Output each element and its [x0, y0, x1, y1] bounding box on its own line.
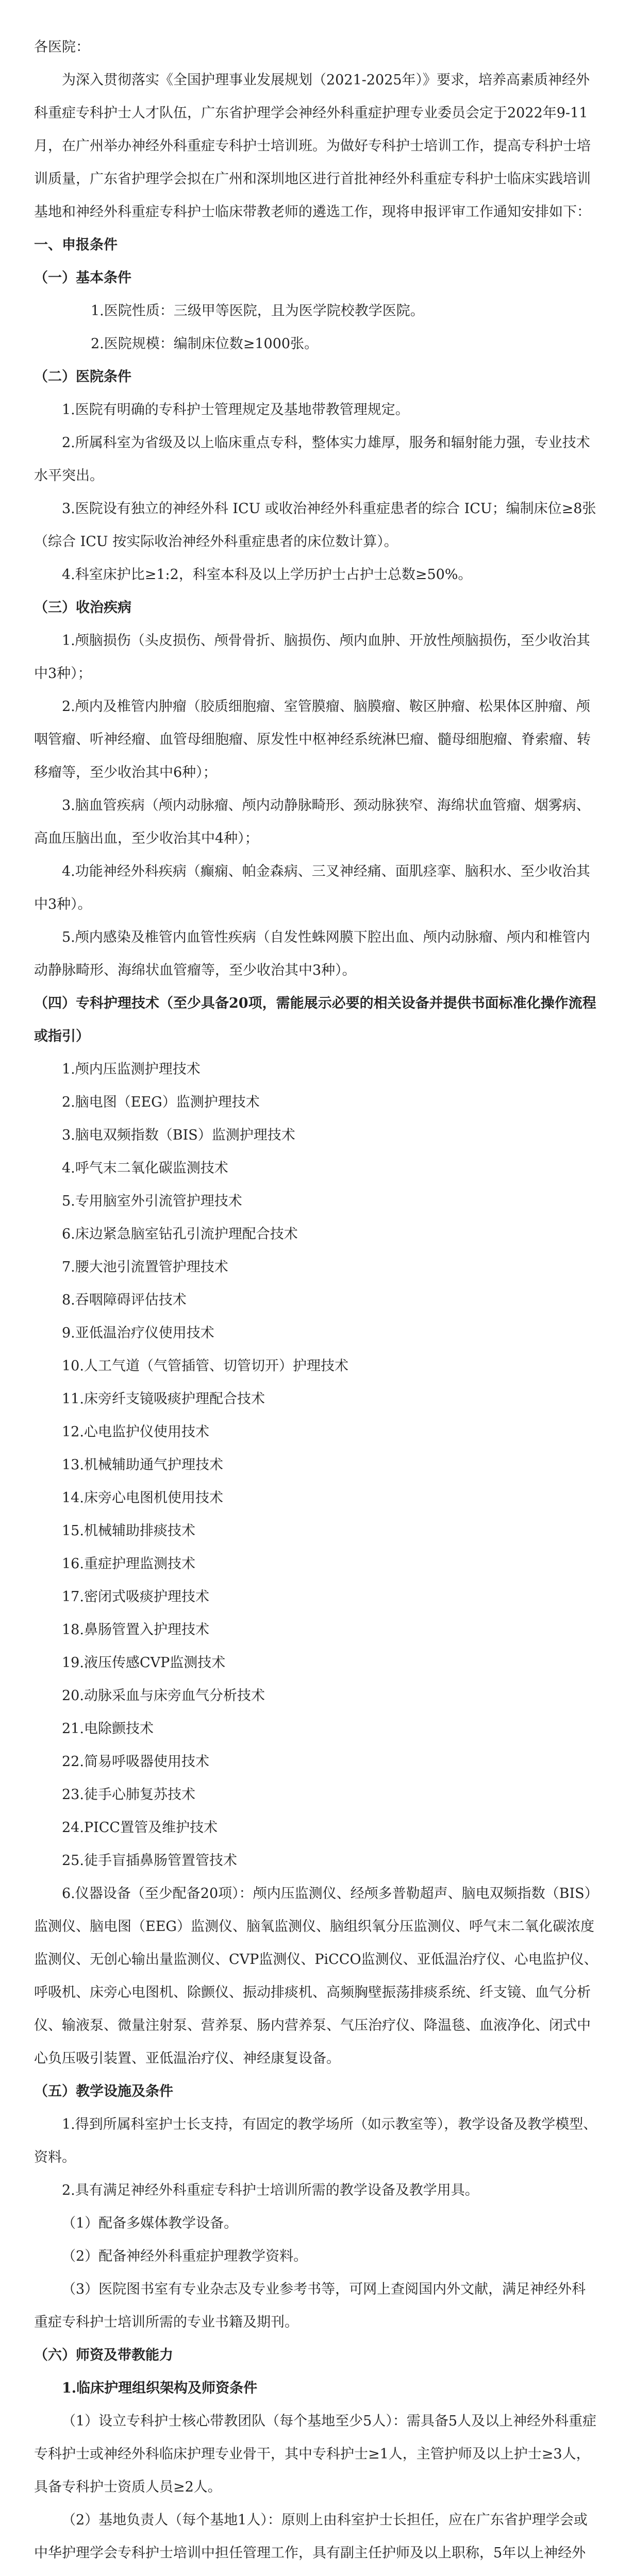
- basic-list: [34, 295, 599, 361]
- hosp-item: 1.医院有明确的专科护士管理规定及基地带教管理规定。: [62, 402, 409, 418]
- hosp-item: 2.所属科室为省级及以上临床重点专科，整体实力雄厚，服务和辐射能力强，专业技术水平突出。: [34, 435, 590, 484]
- tech-item: 16.重症护理监测技术: [62, 1556, 195, 1572]
- tech-item: 17.密闭式吸痰护理技术: [62, 1589, 209, 1605]
- tech-item: 8.吞咽障碍评估技术: [62, 1292, 187, 1308]
- tech-item: 4.呼气末二氧化碳监测技术: [62, 1160, 228, 1176]
- basic-item: 1.医院性质：三级甲等医院，且为医学院校教学医院。: [91, 303, 424, 319]
- section-1-3-title: （三）收治疾病: [34, 600, 131, 616]
- tech-item: 11.床旁纤支镜吸痰护理配合技术: [62, 1391, 265, 1407]
- tech-item: 14.床旁心电图机使用技术: [62, 1490, 223, 1506]
- tech-item: 13.机械辅助通气护理技术: [62, 1457, 223, 1473]
- disease-item: 4.功能神经外科疾病（癫痫、帕金森病、三叉神经痛、面肌痉挛、脑积水、至少收治其中3种）。: [34, 863, 590, 912]
- teach-item: （3）医院图书室有专业杂志及专业参考书等，可网上查阅国内外文献，满足神经外科重症专科护士培训所需的专业书籍及期刊。: [34, 2281, 586, 2330]
- tech-item: 15.机械辅助排痰技术: [62, 1523, 195, 1539]
- document-body: [34, 31, 599, 2576]
- tech-item: 21.电除颤技术: [62, 1721, 154, 1737]
- faculty-item: （2）基地负责人（每个基地1人）：原则上由科室护士长担任，应在广东省护理学会或中华护理学会专科护士培训中担任管理工作，具有副主任护师及以上职称，5年以上神经外: [34, 2512, 588, 2561]
- teach-item: （1）配备多媒体教学设备。: [62, 2215, 238, 2231]
- tech-item: 10.人工气道（气管插管、切管切开）护理技术: [62, 1358, 348, 1374]
- teach-item: （2）配备神经外科重症护理教学资料。: [62, 2248, 308, 2264]
- disease-item: 2.颅内及椎管内肿瘤（胶质细胞瘤、室管膜瘤、脑膜瘤、鞍区肿瘤、松果体区肿瘤、颅咽管瘤、听神经瘤、血管母细胞瘤、原发性中枢神经系统淋巴瘤、髓母细胞瘤、脊索瘤、转移瘤等，至少收治其中6种）；: [34, 699, 591, 781]
- basic-item: 2.医院规模：编制床位数≥1000张。: [91, 336, 319, 352]
- tech-item: 1.颅内压监测护理技术: [62, 1061, 201, 1077]
- section-1-6-title: （六）师资及带教能力: [34, 2347, 173, 2363]
- tech-item: 25.徒手盲插鼻肠管置管技术: [62, 1853, 237, 1869]
- tech-item: 7.腰大池引流置管护理技术: [62, 1259, 228, 1275]
- disease-item: 1.颅脑损伤（头皮损伤、颅骨骨折、脑损伤、颅内血肿、开放性颅脑损伤，至少收治其中3种）；: [34, 633, 590, 682]
- tech-item: 5.专用脑室外引流管护理技术: [62, 1193, 242, 1209]
- hosp-item: 3.医院设有独立的神经外科 ICU 或收治神经外科重症患者的综合 ICU；编制床位≥8张（综合 ICU 按实际收治神经外科重症患者的床位数计算）。: [34, 501, 596, 550]
- intro-paragraph: 为深入贯彻落实《全国护理事业发展规划（2021-2025年）》要求，培养高素质神经外科重症专科护士人才队伍，广东省护理学会神经外科重症护理专业委员会定于2022年9-11月，在广州举办神经外科重症专科护士培训班。为做好专科护士培训工作，提高专科护士培训质量，广东省护理学会拟在广州和深圳地区进行首批神经外科重症专科护士临床实践培训基地和神经外科重症专科护士临床带教老师的遴选工作，现将申报评审工作通知安排如下：: [34, 72, 591, 220]
- tech-list: [34, 1053, 599, 1877]
- tech-item: 20.动脉采血与床旁血气分析技术: [62, 1688, 265, 1704]
- tech-item: 24.PICC置管及维护技术: [62, 1820, 218, 1836]
- disease-item: 3.脑血管疾病（颅内动脉瘤、颅内动静脉畸形、颈动脉狭窄、海绵状血管瘤、烟雾病、高血压脑出血，至少收治其中4种）；: [34, 798, 590, 846]
- disease-item: 5.颅内感染及椎管内血管性疾病（自发性蛛网膜下腔出血、颅内动脉瘤、颅内和椎管内动静脉畸形、海绵状血管瘤等，至少收治其中3种）。: [34, 929, 590, 978]
- section-1-1-title: （一）基本条件: [34, 270, 131, 286]
- section-1-5-title: （五）教学设施及条件: [34, 2083, 173, 2099]
- section-1-4-title: （四）专科护理技术（至少具备20项，需能展示必要的相关设备并提供书面标准化操作流程或指引）: [34, 995, 596, 1044]
- faculty-subtitle: 1.临床护理组织架构及师资条件: [62, 2380, 258, 2396]
- tech-item: 9.亚低温治疗仪使用技术: [62, 1325, 214, 1341]
- teach-item: 2.具有满足神经外科重症专科护士培训所需的教学设备及教学用具。: [62, 2182, 479, 2198]
- tech-item: 12.心电监护仪使用技术: [62, 1424, 209, 1440]
- teach-item: 1.得到所属科室护士长支持，有固定的教学场所（如示教室等），教学设备及教学模型、资料。: [34, 2116, 597, 2165]
- tech-item: 2.脑电图（EEG）监测护理技术: [62, 1094, 260, 1110]
- tech-item: 3.脑电双频指数（BIS）监测护理技术: [62, 1127, 295, 1143]
- tech-item: 19.液压传感CVP监测技术: [62, 1655, 226, 1671]
- tech-item: 22.简易呼吸器使用技术: [62, 1754, 209, 1770]
- greeting: 各医院：: [34, 39, 90, 55]
- section-1-title: 一、申报条件: [34, 237, 118, 253]
- tech-item: 6.床边紧急脑室钻孔引流护理配合技术: [62, 1226, 298, 1242]
- tech-item: 23.徒手心肺复苏技术: [62, 1787, 195, 1803]
- faculty-item: （1）设立专科护士核心带教团队（每个基地至少5人）：需具备5人及以上神经外科重症专科护士或神经外科临床护理专业骨干，其中专科护士≥1人，主管护师及以上护士≥3人，具备专科护士资质人员≥2人。: [34, 2413, 597, 2495]
- hosp-item: 4.科室床护比≥1:2，科室本科及以上学历护士占护士总数≥50%。: [62, 567, 472, 583]
- tech-item: 18.鼻肠管置入护理技术: [62, 1622, 209, 1638]
- section-1-2-title: （二）医院条件: [34, 369, 131, 385]
- equipment-paragraph: 6.仪器设备（至少配备20项）：颅内压监测仪、经颅多普勒超声、脑电双频指数（BIS）监测仪、脑电图（EEG）监测仪、脑氧监测仪、脑组织氧分压监测仪、呼气末二氧化碳浓度监测仪、无创心输出量监测仪、CVP监测仪、PiCCO监测仪、亚低温治疗仪、心电监护仪、呼吸机、床旁心电图机、除颤仪、振动排痰机、高频胸壁振荡排痰系统、纤支镜、血气分析仪、输液泵、微量注射泵、营养泵、肠内营养泵、气压治疗仪、降温毯、血液净化、闭式中心负压吸引装置、亚低温治疗仪、神经康复设备。: [34, 1886, 598, 2066]
